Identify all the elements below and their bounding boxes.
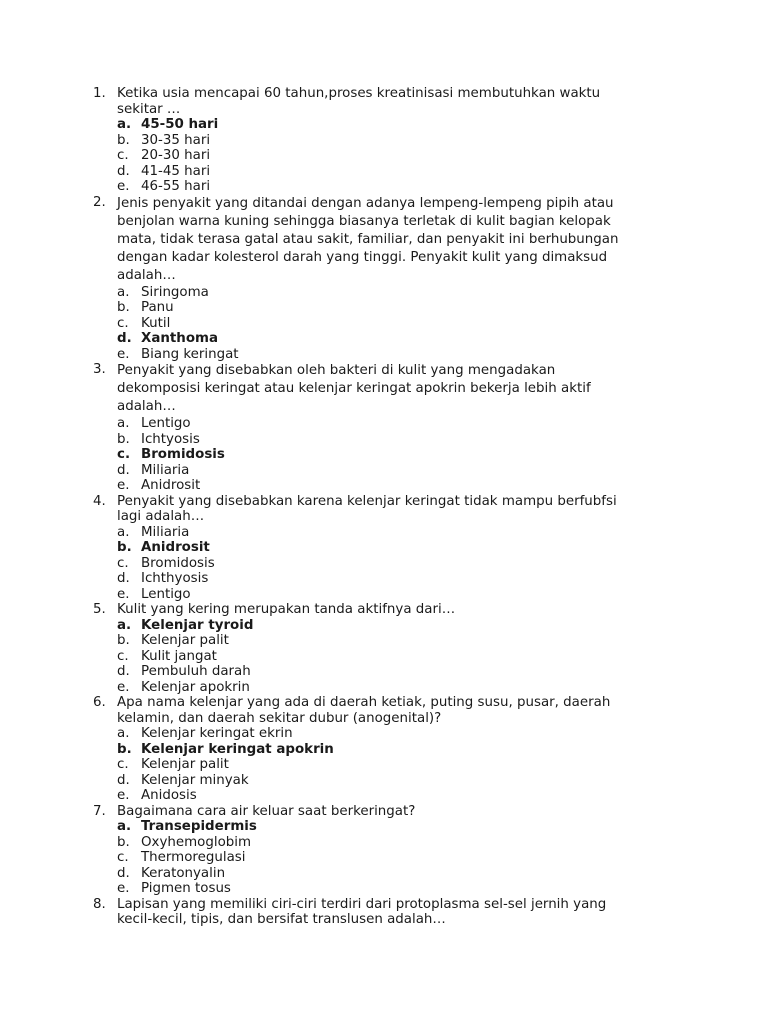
answer-option: [117, 664, 673, 680]
question-number: 4.: [93, 493, 106, 509]
question-text-line: Lapisan yang memiliki ciri-ciri terdiri dari protoplasma sel-sel jernih yang: [117, 896, 607, 912]
option-text: 45-50 hari: [141, 117, 219, 132]
option-text: Kelenjar palit: [141, 633, 229, 648]
option-text: Panu: [141, 300, 174, 315]
option-letter: a.: [117, 117, 132, 132]
answer-option: [117, 587, 673, 603]
question-item: [93, 804, 673, 820]
option-text: Transepidermis: [141, 819, 257, 834]
option-text: Kelenjar keringat apokrin: [141, 741, 334, 757]
option-text: 20-30 hari: [141, 148, 211, 163]
option-text: Anidrosit: [141, 478, 201, 493]
option-letter: b.: [117, 633, 130, 648]
question-item: [93, 695, 673, 726]
option-text: 30-35 hari: [141, 132, 211, 148]
option-letter: b.: [117, 741, 132, 757]
option-text: Ichtyosis: [141, 431, 200, 447]
answer-option: [117, 478, 673, 494]
question-text-line: Ketika usia mencapai 60 tahun,proses kreatinisasi membutuhkan waktu: [117, 86, 601, 101]
option-text: Kutil: [141, 315, 171, 331]
answer-option-correct: [117, 819, 673, 835]
option-text: Miliaria: [141, 462, 190, 478]
question-number: 1.: [93, 86, 106, 101]
question-item: [93, 86, 673, 117]
answer-option: [117, 633, 673, 649]
option-text: Kelenjar minyak: [141, 772, 249, 788]
answer-option: [117, 850, 673, 866]
answer-option: [117, 285, 673, 301]
question-text-line: Kulit yang kering merupakan tanda aktifnya dari…: [117, 602, 456, 617]
question-text-line: Bagaimana cara air keluar saat berkeringat?: [117, 803, 416, 819]
answer-option: [117, 866, 673, 882]
answer-option-correct: [117, 540, 673, 556]
option-letter: b.: [117, 300, 130, 315]
answer-option: [117, 525, 673, 541]
answer-option: [117, 680, 673, 696]
answer-option: [117, 571, 673, 587]
question-text-line: benjolan warna kuning sehingga biasanya terletak di kulit bagian kelopak: [117, 213, 611, 229]
option-letter: e.: [117, 346, 130, 362]
answer-option-correct: [117, 447, 673, 463]
option-text: Pigmen tosus: [141, 881, 231, 896]
answer-option: [117, 649, 673, 665]
question-item: [93, 494, 673, 525]
option-letter: e.: [117, 478, 130, 493]
answer-option: [117, 463, 673, 479]
option-text: Bromidosis: [141, 555, 215, 571]
option-text: 46-55 hari: [141, 179, 211, 194]
question-text-line: dengan kadar kolesterol darah yang tinggi. Penyakit kulit yang dimaksud: [117, 249, 608, 265]
option-text: Kelenjar palit: [141, 757, 229, 772]
answer-option: [117, 316, 673, 332]
option-letter: b.: [117, 540, 132, 555]
question-number: 7.: [93, 803, 106, 819]
option-text: Bromidosis: [141, 447, 225, 462]
question-number: 2.: [93, 194, 106, 210]
option-letter: a.: [117, 524, 130, 540]
answer-option: [117, 164, 673, 180]
option-letter: d.: [117, 462, 130, 478]
answer-option-correct: [117, 331, 673, 347]
option-letter: b.: [117, 834, 130, 850]
option-text: Kelenjar tyroid: [141, 617, 254, 633]
answer-option: [117, 416, 673, 432]
option-letter: b.: [117, 431, 130, 447]
option-text: Lentigo: [141, 416, 191, 431]
option-letter: c.: [117, 148, 129, 163]
answer-option: [117, 773, 673, 789]
option-text: Miliaria: [141, 524, 190, 540]
question-text-line: Penyakit yang disebabkan karena kelenjar keringat tidak mampu berfubfsi: [117, 493, 617, 509]
option-letter: c.: [117, 850, 129, 865]
option-text: Thermoregulasi: [141, 850, 246, 865]
answer-option: [117, 835, 673, 851]
question-text-line: sekitar …: [117, 101, 181, 117]
option-letter: c.: [117, 648, 129, 664]
answer-option: [117, 432, 673, 448]
question-text-line: Apa nama kelenjar yang ada di daerah ketiak, puting susu, pusar, daerah: [117, 695, 611, 710]
option-text: Pembuluh darah: [141, 664, 251, 679]
answer-option: [117, 148, 673, 164]
option-letter: e.: [117, 788, 130, 803]
option-letter: d.: [117, 571, 130, 586]
option-letter: a.: [117, 617, 132, 633]
question-number: 3.: [93, 362, 106, 377]
question-text-line: lagi adalah…: [117, 509, 205, 524]
question-text-line: kelamin, dan daerah sekitar dubur (anogenital)?: [117, 710, 442, 726]
answer-option-correct: [117, 618, 673, 634]
question-text-line: dekomposisi keringat atau kelenjar keringat apokrin bekerja lebih aktif: [117, 381, 591, 396]
option-text: Lentigo: [141, 586, 191, 602]
option-letter: c.: [117, 315, 129, 331]
question-text-line: adalah…: [117, 267, 176, 283]
answer-option: [117, 726, 673, 742]
option-text: Kelenjar keringat ekrin: [141, 726, 293, 741]
option-text: Kulit jangat: [141, 648, 217, 664]
option-text: Anidosis: [141, 788, 197, 803]
answer-option-correct: [117, 117, 673, 133]
option-letter: d.: [117, 331, 132, 346]
question-number: 5.: [93, 602, 106, 617]
option-letter: d.: [117, 163, 130, 179]
question-item: [93, 602, 673, 618]
option-text: Anidrosit: [141, 540, 210, 555]
question-text-line: Jenis penyakit yang ditandai dengan adanya lempeng-lempeng pipih atau: [117, 195, 614, 211]
option-letter: d.: [117, 865, 130, 881]
option-text: Keratonyalin: [141, 865, 226, 881]
answer-option: [117, 788, 673, 804]
question-number: 6.: [93, 695, 106, 710]
option-letter: a.: [117, 819, 132, 834]
question-text-line: mata, tidak terasa gatal atau sakit, familiar, dan penyakit ini berhubungan: [117, 231, 619, 247]
answer-option: [117, 347, 673, 363]
option-letter: b.: [117, 132, 130, 148]
option-letter: c.: [117, 447, 131, 462]
question-item: [93, 897, 673, 928]
question-text-line: Penyakit yang disebabkan oleh bakteri di kulit yang mengadakan: [117, 363, 556, 378]
question-item: [93, 362, 673, 416]
question-item: [93, 195, 673, 285]
option-text: Oxyhemoglobim: [141, 834, 252, 850]
option-letter: d.: [117, 772, 130, 788]
answer-option: [117, 300, 673, 316]
option-letter: e.: [117, 679, 130, 695]
option-letter: a.: [117, 416, 130, 431]
option-letter: e.: [117, 586, 130, 602]
answer-option: [117, 556, 673, 572]
option-letter: a.: [117, 726, 130, 741]
option-text: 41-45 hari: [141, 163, 211, 179]
option-letter: c.: [117, 757, 129, 772]
answer-option: [117, 881, 673, 897]
option-letter: e.: [117, 881, 130, 896]
question-list: [93, 86, 673, 928]
option-letter: e.: [117, 179, 130, 194]
option-text: Xanthoma: [141, 331, 219, 346]
option-text: Biang keringat: [141, 346, 239, 362]
question-number: 8.: [93, 896, 106, 912]
option-text: Siringoma: [141, 284, 209, 300]
answer-option: [117, 133, 673, 149]
answer-option: [117, 757, 673, 773]
question-text-line: kecil-kecil, tipis, dan bersifat translusen adalah…: [117, 912, 446, 927]
answer-option-correct: [117, 742, 673, 758]
option-text: Kelenjar apokrin: [141, 679, 250, 695]
option-letter: a.: [117, 284, 130, 300]
question-text-line: adalah…: [117, 399, 176, 414]
option-letter: c.: [117, 555, 129, 571]
option-text: Ichthyosis: [141, 571, 209, 586]
option-letter: d.: [117, 664, 130, 679]
answer-option: [117, 179, 673, 195]
